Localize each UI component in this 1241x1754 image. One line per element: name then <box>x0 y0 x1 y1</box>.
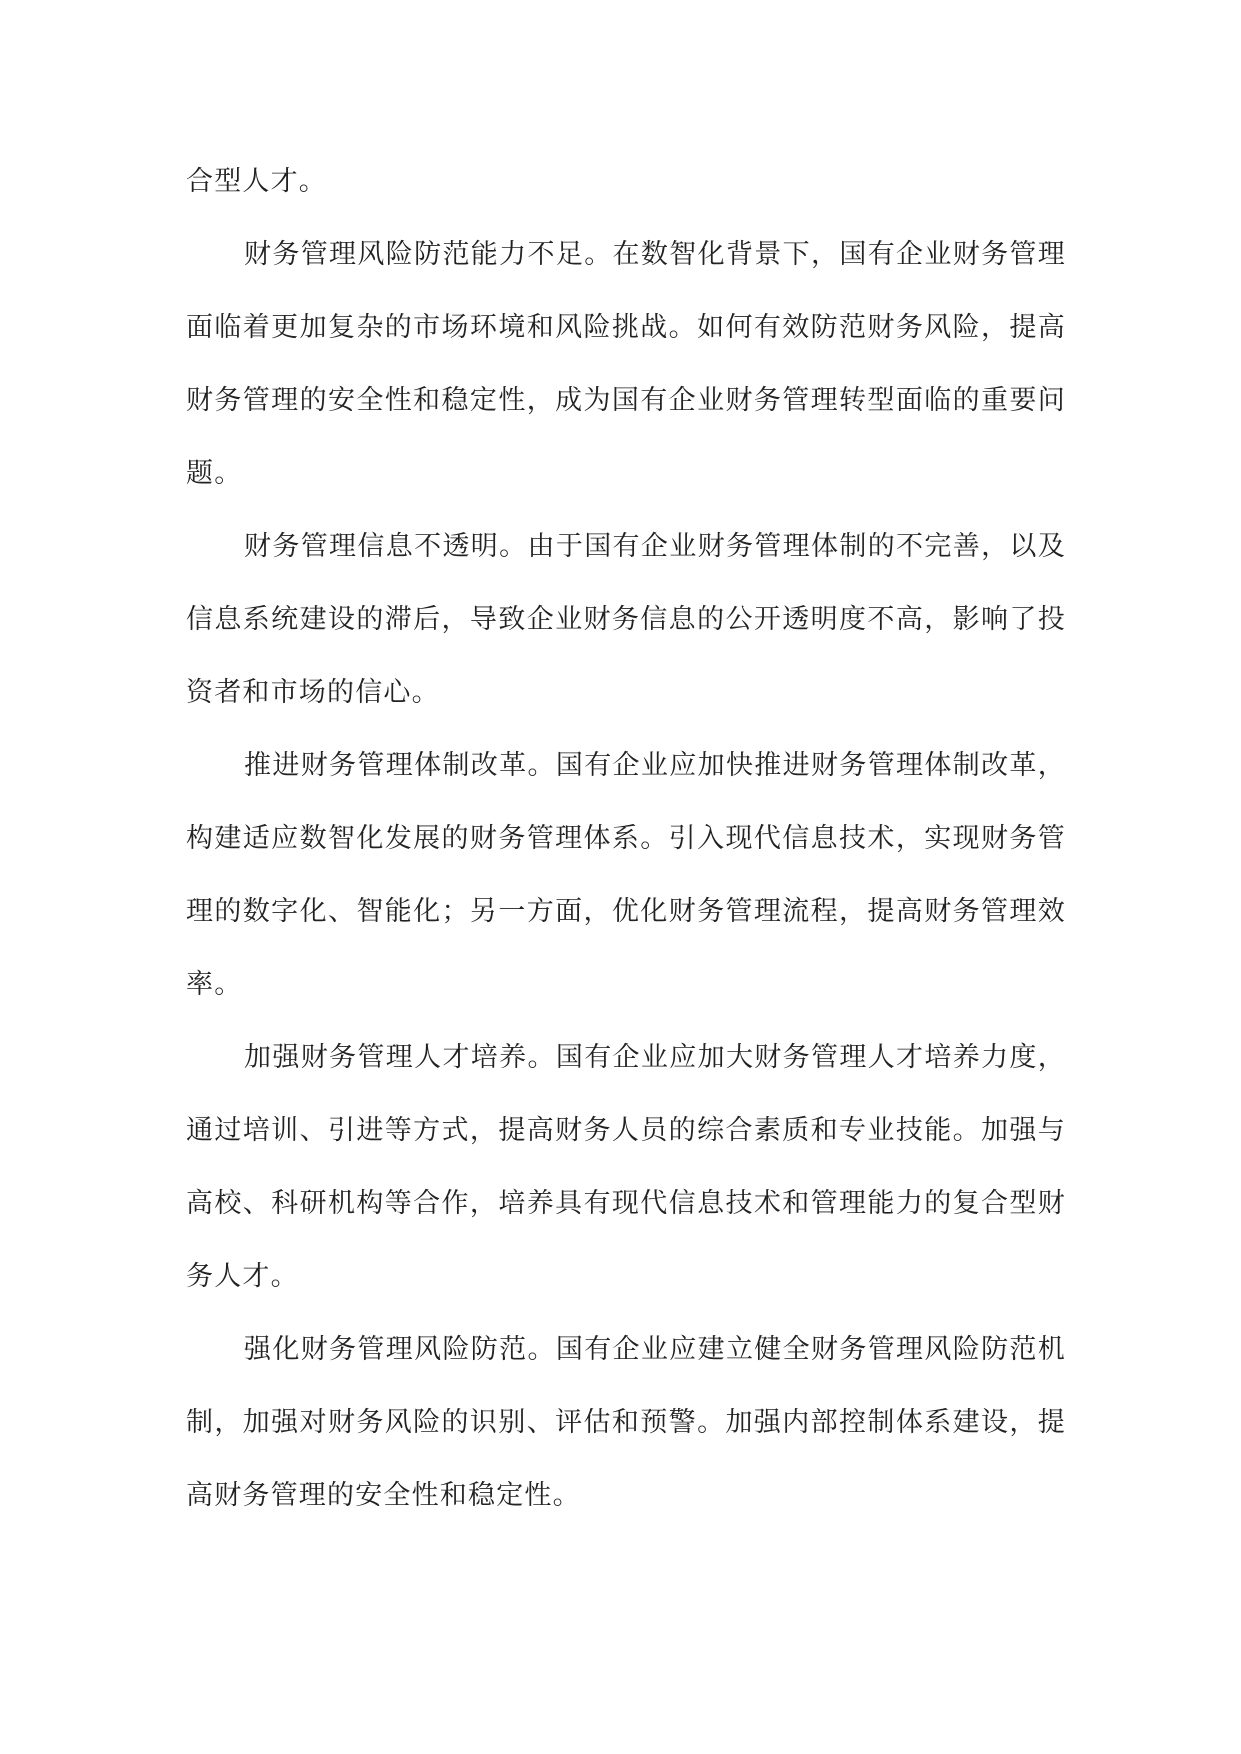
paragraph-continuation: 合型人才。 <box>186 166 327 197</box>
paragraph-information-transparency-issue: 财务管理信息不透明。由于国有企业财务管理体制的不完善，以及信息系统建设的滞后，导致企业财务信息的公开透明度不高，影响了投资者和市场的信心。 <box>186 531 1066 708</box>
paragraph-risk-prevention-issue: 财务管理风险防范能力不足。在数智化背景下，国有企业财务管理面临着更加复杂的市场环境和风险挑战。如何有效防范财务风险，提高财务管理的安全性和稳定性，成为国有企业财务管理转型面临的重要问题。 <box>186 239 1066 489</box>
document-body <box>186 145 1066 1532</box>
paragraph-talent-cultivation: 加强财务管理人才培养。国有企业应加大财务管理人才培养力度，通过培训、引进等方式，提高财务人员的综合素质和专业技能。加强与高校、科研机构等合作，培养具有现代信息技术和管理能力的复合型财务人才。 <box>186 1042 1066 1292</box>
paragraph-risk-prevention-strengthening: 强化财务管理风险防范。国有企业应建立健全财务管理风险防范机制，加强对财务风险的识别、评估和预警。加强内部控制体系建设，提高财务管理的安全性和稳定性。 <box>186 1334 1066 1511</box>
paragraph-system-reform: 推进财务管理体制改革。国有企业应加快推进财务管理体制改革，构建适应数智化发展的财务管理体系。引入现代信息技术，实现财务管理的数字化、智能化；另一方面，优化财务管理流程，提高财务管理效率。 <box>186 750 1066 1000</box>
